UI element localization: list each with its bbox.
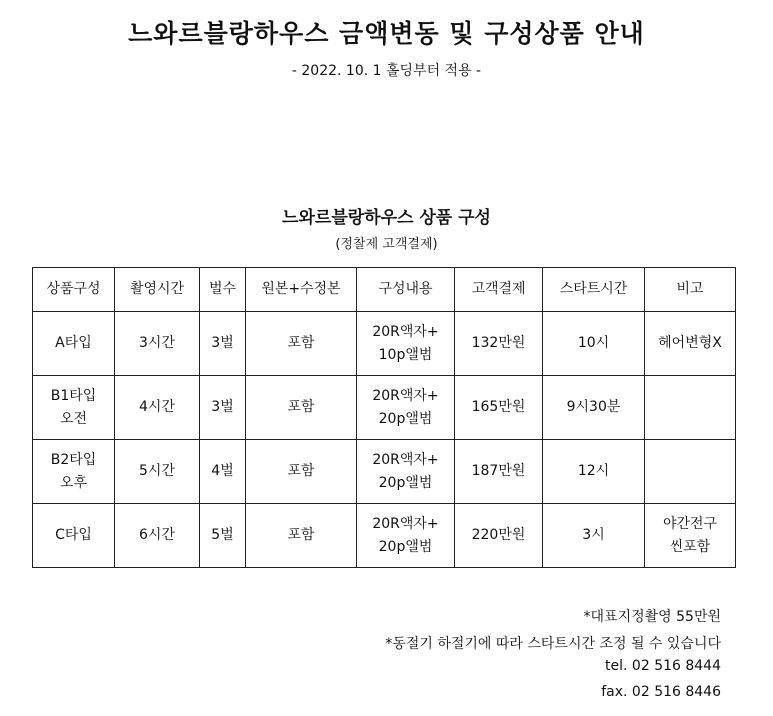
originals-cell: 포함 [246,312,357,376]
column-header: 촬영시간 [115,268,200,312]
duration-cell: 3시간 [115,312,200,376]
contents-cell [357,504,455,568]
outfits-cell: 5벌 [200,504,246,568]
contents-cell-line: 20p앨범 [378,474,433,491]
section-title: 느와르블랑하우스 상품 구성 [282,208,491,228]
table-row [33,376,736,440]
originals-cell: 포함 [246,376,357,440]
note-cell-line: 헤어변형X [658,335,722,351]
note-cell [645,440,736,504]
table-body [33,312,736,568]
product-cell [33,504,115,568]
footer-season-note: *동절기 하절기에 따라 스타트시간 조정 될 수 있습니다 [385,636,721,652]
page-title: 느와르블랑하우스 금액변동 및 구성상품 안내 [128,19,645,48]
note-cell [645,504,736,568]
product-cell [33,376,115,440]
contents-cell [357,312,455,376]
start-time-cell: 10시 [543,312,645,376]
price-cell: 165만원 [455,376,543,440]
contents-cell-line: 20R액자+ [372,515,439,532]
start-time-cell: 12시 [543,440,645,504]
note-cell-line: 야간전구 [662,515,718,532]
product-cell-line: 오후 [59,474,88,491]
column-header: 구성내용 [357,268,455,312]
contents-cell-line: 10p앨범 [378,346,433,363]
note-cell-line: 씬포함 [669,538,711,555]
contents-cell-line: 20R액자+ [372,323,439,340]
table-row [33,504,736,568]
product-table [32,267,736,568]
product-cell-line: A타입 [55,335,92,351]
product-cell [33,312,115,376]
footer-representative-note: *대표지정촬영 55만원 [583,609,721,625]
product-cell-line: B2타입 [50,451,97,468]
column-header: 고객결제 [455,268,543,312]
outfits-cell: 3벌 [200,312,246,376]
section-subtitle: (정찰제 고객결제) [335,237,438,252]
price-cell: 220만원 [455,504,543,568]
product-cell-line: B1타입 [50,387,97,404]
contents-cell-line: 20p앨범 [378,410,433,427]
table-row [33,440,736,504]
footer-fax: fax. 02 516 8446 [601,684,721,700]
column-header: 비고 [645,268,736,312]
contents-cell [357,376,455,440]
start-time-cell: 3시 [543,504,645,568]
product-cell [33,440,115,504]
originals-cell: 포함 [246,440,357,504]
originals-cell: 포함 [246,504,357,568]
outfits-cell: 3벌 [200,376,246,440]
start-time-cell: 9시30분 [543,376,645,440]
contents-cell-line: 20p앨범 [378,538,433,555]
page-subtitle: - 2022. 10. 1 홀딩부터 적용 - [291,63,482,79]
outfits-cell: 4벌 [200,440,246,504]
column-header: 스타트시간 [543,268,645,312]
note-cell [645,376,736,440]
column-header: 원본+수정본 [246,268,357,312]
contents-cell [357,440,455,504]
column-header: 상품구성 [33,268,115,312]
contents-cell-line: 20R액자+ [372,387,439,404]
column-header: 벌수 [200,268,246,312]
table-row [33,312,736,376]
product-cell-line: C타입 [55,527,92,543]
note-cell [645,312,736,376]
duration-cell: 5시간 [115,440,200,504]
price-cell: 132만원 [455,312,543,376]
contents-cell-line: 20R액자+ [372,451,439,468]
footer-tel: tel. 02 516 8444 [605,658,721,674]
duration-cell: 4시간 [115,376,200,440]
product-cell-line: 오전 [59,410,88,427]
price-cell: 187만원 [455,440,543,504]
table-header-row [33,268,736,312]
duration-cell: 6시간 [115,504,200,568]
